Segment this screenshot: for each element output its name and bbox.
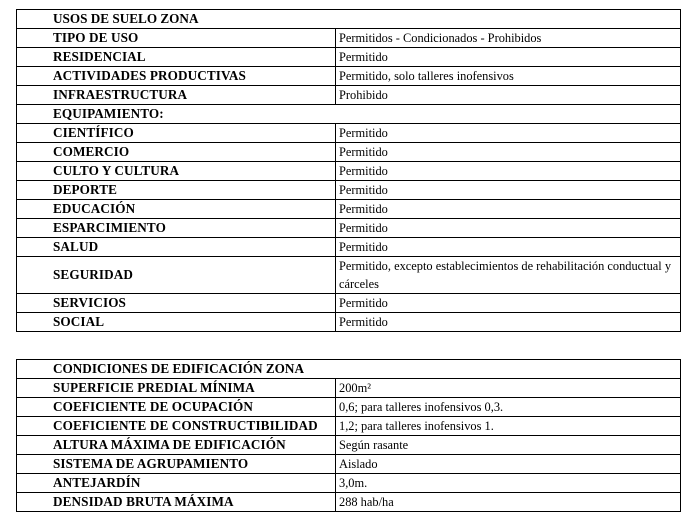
equipamiento-label: EQUIPAMIENTO: — [17, 105, 681, 124]
table-row — [17, 200, 681, 219]
table-row — [17, 257, 681, 294]
table-row — [17, 398, 681, 417]
condiciones-edificacion-table — [16, 359, 681, 512]
row-value: 0,6; para talleres inofensivos 0,3. — [336, 398, 681, 417]
table-row — [17, 162, 681, 181]
table-row — [17, 417, 681, 436]
row-value: Permitido — [336, 143, 681, 162]
row-value: Prohibido — [336, 86, 681, 105]
table-row — [17, 86, 681, 105]
table-row — [17, 294, 681, 313]
table-row — [17, 143, 681, 162]
row-key: SUPERFICIE PREDIAL MÍNIMA — [17, 379, 336, 398]
row-value: Permitido — [336, 124, 681, 143]
row-value: Permitido, excepto establecimientos de rehabilitación conductual y cárceles — [336, 257, 681, 294]
row-value: Permitido — [336, 238, 681, 257]
table-row — [17, 124, 681, 143]
row-key: RESIDENCIAL — [17, 48, 336, 67]
row-key: DENSIDAD BRUTA MÁXIMA — [17, 493, 336, 512]
row-value: Permitido — [336, 219, 681, 238]
row-value: 288 hab/ha — [336, 493, 681, 512]
row-key: ANTEJARDÍN — [17, 474, 336, 493]
table-row — [17, 67, 681, 86]
row-key: EDUCACIÓN — [17, 200, 336, 219]
table-title-row — [17, 10, 681, 29]
row-value: Permitido — [336, 200, 681, 219]
table-title-row — [17, 360, 681, 379]
usos-title: USOS DE SUELO ZONA — [17, 10, 681, 29]
tipo-de-uso-label: TIPO DE USO — [17, 29, 336, 48]
row-value: 200m² — [336, 379, 681, 398]
row-value: Permitido — [336, 162, 681, 181]
row-key: SERVICIOS — [17, 294, 336, 313]
table-row — [17, 313, 681, 332]
row-key: CULTO Y CULTURA — [17, 162, 336, 181]
table-row — [17, 436, 681, 455]
row-key: INFRAESTRUCTURA — [17, 86, 336, 105]
row-value: Permitido, solo talleres inofensivos — [336, 67, 681, 86]
table-row — [17, 474, 681, 493]
row-value: 1,2; para talleres inofensivos 1. — [336, 417, 681, 436]
row-key: SALUD — [17, 238, 336, 257]
table-row — [17, 181, 681, 200]
row-key: ACTIVIDADES PRODUCTIVAS — [17, 67, 336, 86]
row-value: Aislado — [336, 455, 681, 474]
row-key: CIENTÍFICO — [17, 124, 336, 143]
table-row — [17, 493, 681, 512]
table-header-row — [17, 29, 681, 48]
row-key: DEPORTE — [17, 181, 336, 200]
row-key: SOCIAL — [17, 313, 336, 332]
table-row — [17, 219, 681, 238]
row-value: Permitido — [336, 48, 681, 67]
row-value: 3,0m. — [336, 474, 681, 493]
row-value: Permitido — [336, 294, 681, 313]
row-key: COEFICIENTE DE OCUPACIÓN — [17, 398, 336, 417]
table-row — [17, 379, 681, 398]
table-row — [17, 48, 681, 67]
table-row — [17, 238, 681, 257]
row-value: Permitido — [336, 313, 681, 332]
row-key: COMERCIO — [17, 143, 336, 162]
row-key: SEGURIDAD — [17, 257, 336, 294]
section-row — [17, 105, 681, 124]
usos-de-suelo-table — [16, 9, 681, 332]
edificacion-title: CONDICIONES DE EDIFICACIÓN ZONA — [17, 360, 681, 379]
table-row — [17, 455, 681, 474]
row-value: Según rasante — [336, 436, 681, 455]
row-key: SISTEMA DE AGRUPAMIENTO — [17, 455, 336, 474]
row-value: Permitido — [336, 181, 681, 200]
row-key: ESPARCIMIENTO — [17, 219, 336, 238]
row-key: ALTURA MÁXIMA DE EDIFICACIÓN — [17, 436, 336, 455]
row-key: COEFICIENTE DE CONSTRUCTIBILIDAD — [17, 417, 336, 436]
tipo-de-uso-value: Permitidos - Condicionados - Prohibidos — [336, 29, 681, 48]
